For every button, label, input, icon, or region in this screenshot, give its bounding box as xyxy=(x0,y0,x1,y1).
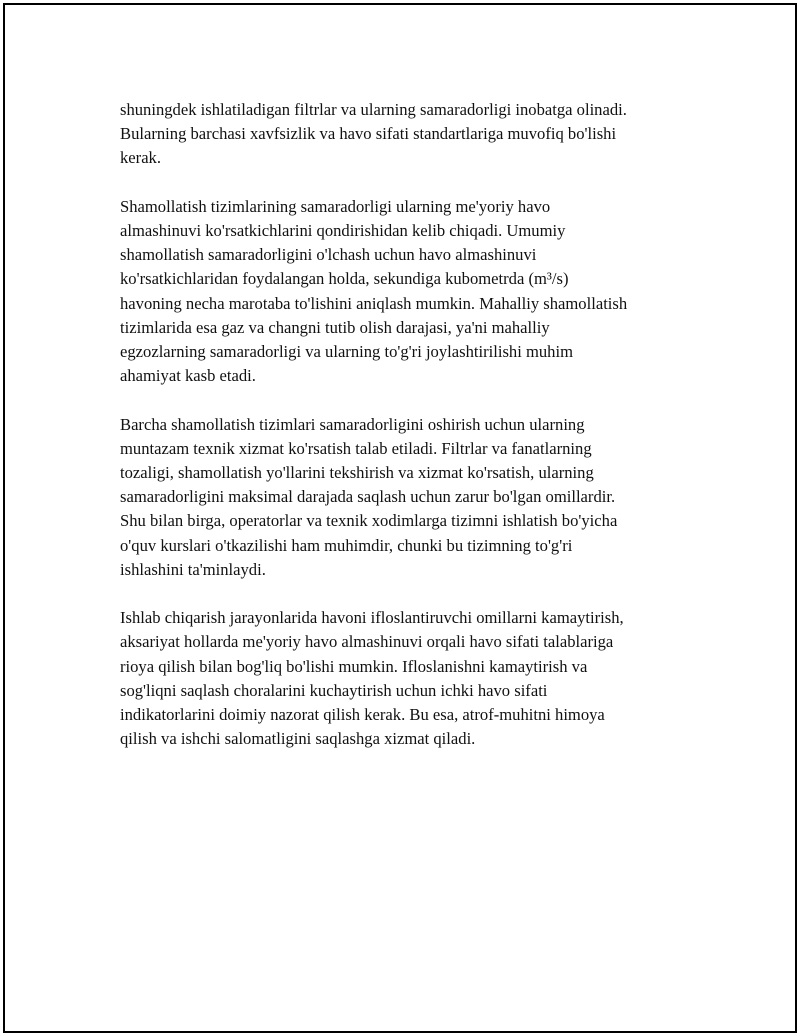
text-line: ko'rsatkichlaridan foydalangan holda, sekundiga kubometrda (m³/s) xyxy=(120,269,569,289)
text-line: Barcha shamollatish tizimlari samaradorligini oshirish uchun ularning xyxy=(120,414,585,434)
paragraph-2 xyxy=(120,195,700,389)
text-line: indikatorlarini doimiy nazorat qilish kerak. Bu esa, atrof-muhitni himoya xyxy=(120,705,605,725)
document-body xyxy=(120,98,700,776)
text-line: egzozlarning samaradorligi va ularning to'g'ri joylashtirilishi muhim xyxy=(120,342,573,362)
text-line: almashinuvi ko'rsatkichlarini qondirishidan kelib chiqadi. Umumiy xyxy=(120,221,566,240)
text-line: sog'liqni saqlash choralarini kuchaytirish uchun ichki havo sifati xyxy=(120,680,548,700)
text-line: Bularning barchasi xavfsizlik va havo sifati standartlariga muvofiq bo'lishi xyxy=(120,124,617,144)
text-line: kerak. xyxy=(120,148,161,168)
text-line: ishlashini ta'minlaydi. xyxy=(120,559,266,579)
paragraph-4 xyxy=(120,606,700,751)
page-frame xyxy=(3,3,797,1033)
text-line: muntazam texnik xizmat ko'rsatish talab etiladi. Filtrlar va fanatlarning xyxy=(120,438,592,458)
text-line: Shu bilan birga, operatorlar va texnik xodimlarga tizimni ishlatish bo'yicha xyxy=(120,511,618,531)
text-line: rioya qilish bilan bog'liq bo'lishi mumkin. Ifloslanishni kamaytirish va xyxy=(120,656,588,676)
text-line: Ishlab chiqarish jarayonlarida havoni ifloslantiruvchi omillarni kamaytirish, xyxy=(120,608,624,628)
text-line: shuningdek ishlatiladigan filtrlar va ularning samaradorligi inobatga olinadi. xyxy=(120,100,627,119)
text-line: shamollatish samaradorligini o'lchash uchun havo almashinuvi xyxy=(120,245,537,265)
paragraph-1 xyxy=(120,98,700,171)
text-line: qilish va ishchi salomatligini saqlashga xizmat qiladi. xyxy=(120,729,476,749)
text-line: o'quv kurslari o'tkazilishi ham muhimdir, chunki bu tizimning to'g'ri xyxy=(120,535,573,555)
text-line: aksariyat hollarda me'yoriy havo almashinuvi orqali havo sifati talablariga xyxy=(120,632,614,652)
text-line: tozaligi, shamollatish yo'llarini tekshirish va xizmat ko'rsatish, ularning xyxy=(120,463,594,483)
text-line: ahamiyat kasb etadi. xyxy=(120,366,256,386)
text-line: havoning necha marotaba to'lishini aniqlash mumkin. Mahalliy shamollatish xyxy=(120,293,628,313)
text-line: samaradorligini maksimal darajada saqlash uchun zarur bo'lgan omillardir. xyxy=(120,487,616,507)
text-line: tizimlarida esa gaz va changni tutib olish darajasi, ya'ni mahalliy xyxy=(120,317,550,337)
paragraph-3 xyxy=(120,413,700,582)
text-line: Shamollatish tizimlarining samaradorligi ularning me'yoriy havo xyxy=(120,196,551,216)
